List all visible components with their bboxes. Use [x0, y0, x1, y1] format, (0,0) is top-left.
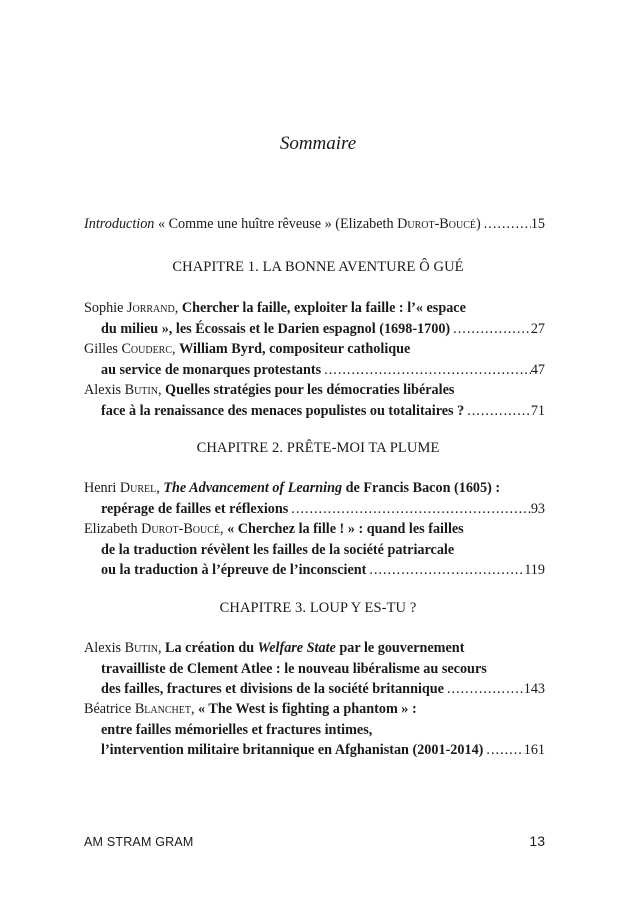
author-name: Alexis Butin [84, 640, 158, 656]
author-name: Elizabeth Durot-Boucé [84, 521, 221, 537]
dot-leader [288, 499, 531, 520]
entry-title-line: Chercher la faille, exploiter la faille : l’« espace [181, 300, 466, 316]
intro-text [84, 216, 481, 233]
page-number: 47 [530, 361, 545, 378]
dot-leader [444, 679, 524, 700]
entry-title-line: du milieu », les Écossais et le Darien espagnol (1698-1700) [101, 320, 451, 337]
page-number: 161 [523, 742, 545, 758]
toc-entry[interactable]: Elizabeth Durot-Boucé, « Cherchez la fille ! » : quand les failles de la traduction révèlent les failles de la société patriarcale ou la traduction à l’épreuve de l’inconscient ..... 119 [84, 519, 545, 581]
intro-author-dash: -B [434, 216, 449, 232]
author-name: Henri Durel [84, 480, 157, 496]
author-name: Sophie Jorrand [84, 300, 175, 316]
intro-author-cap: D [397, 216, 408, 232]
dot-leader [464, 401, 531, 422]
entry-title-line: La création du Welfare State par le gouvernement [165, 640, 465, 656]
dot-leader [321, 360, 531, 381]
toc-entry[interactable]: Alexis Butin, Quelles stratégies pour les démocraties libérales face à la renaissance des menaces populistes ou totalitaires ? ..... 71 [84, 380, 545, 421]
page-number: 71 [530, 402, 545, 419]
toc-introduction[interactable] [84, 216, 545, 233]
intro-author-sc: urot [407, 216, 435, 232]
toc-entry[interactable]: Sophie Jorrand, Chercher la faille, exploiter la faille : l’« espace du milieu », les Écossais et le Darien espagnol (1698-1700) ..... 27 [84, 298, 545, 339]
entry-title-line: entre failles mémorielles et fractures intimes, [101, 721, 373, 738]
page-number: 119 [524, 562, 545, 578]
folio-page-number: 13 [529, 833, 545, 849]
entry-title-line: ou la traduction à l’épreuve de l’inconscient [101, 562, 367, 578]
running-footer: AM STRAM GRAM [84, 835, 194, 849]
entry-title-line: The Advancement of Learning de Francis Bacon (1605) : [163, 480, 501, 496]
author-name: Béatrice Blanchet [84, 701, 191, 717]
toc-entry[interactable]: Béatrice Blanchet, « The West is fighting a phantom » : entre failles mémorielles et fractures intimes, l’intervention militaire britannique en Afghanistan (2001-2014) ..... 161 [84, 699, 545, 761]
entry-title-line: face à la renaissance des menaces populistes ou totalitaires ? [101, 402, 465, 419]
chapter-heading-2: CHAPITRE 2. PRÊTE-MOI TA PLUME [196, 440, 440, 456]
toc-entry[interactable]: Henri Durel, The Advancement of Learning de Francis Bacon (1605) : repérage de failles et réflexions ..... 93 [84, 478, 545, 519]
intro-title: « Comme une huître rêveuse » (Elizabeth [154, 216, 398, 232]
page-title: Sommaire [279, 133, 357, 154]
chapter-heading-1: CHAPITRE 1. LA BONNE AVENTURE Ô GUÉ [172, 259, 464, 275]
entry-title-line: « The West is fighting a phantom » : [198, 701, 417, 717]
intro-close: ) [476, 216, 481, 232]
dot-leader [481, 216, 531, 233]
intro-label: Introduction [84, 216, 155, 232]
dot-leader [483, 740, 523, 761]
dot-leader [366, 560, 524, 581]
page-number: 27 [530, 320, 545, 337]
page-number: 93 [530, 500, 545, 517]
entry-title-line: « Cherchez la fille ! » : quand les failles [227, 521, 464, 537]
entry-title-line: de la traduction révèlent les failles de la société patriarcale [101, 541, 455, 558]
toc-entry[interactable]: Gilles Couderc, William Byrd, compositeur catholique au service de monarques protestants ..... 47 [84, 339, 545, 380]
entry-title-line: l’intervention militaire britannique en Afghanistan (2001-2014) [101, 742, 484, 758]
intro-author [397, 216, 476, 232]
dot-leader [450, 319, 531, 340]
chapter-heading-3: CHAPITRE 3. LOUP Y ES-TU ? [219, 600, 417, 616]
intro-author-sc2: oucé [448, 216, 476, 232]
entry-title-line: des failles, fractures et divisions de la société britannique [101, 681, 444, 697]
entry-title-line: Quelles stratégies pour les démocraties libérales [165, 382, 455, 398]
entry-title-line: travailliste de Clement Atlee : le nouveau libéralisme au secours [101, 660, 487, 677]
entry-title-line: repérage de failles et réflexions [101, 500, 289, 517]
page-number: 143 [523, 681, 545, 697]
author-name: Alexis Butin [84, 382, 158, 398]
page-number: 15 [530, 216, 545, 232]
author-name: Gilles Couderc [84, 341, 173, 357]
toc-entry[interactable]: Alexis Butin, La création du Welfare State par le gouvernement travailliste de Clement Atlee : le nouveau libéralisme au secours des failles, fractures et divisions de la société britannique ..... 143 [84, 638, 545, 700]
entry-title-line: au service de monarques protestants [101, 361, 322, 378]
entry-title-line: William Byrd, compositeur catholique [179, 341, 411, 357]
